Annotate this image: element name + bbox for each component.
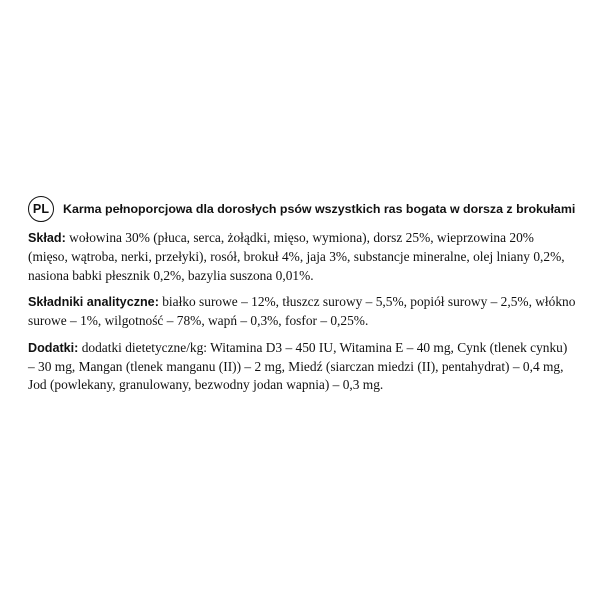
additives-label: Dodatki: — [28, 340, 79, 355]
language-badge: PL — [28, 196, 54, 222]
analytical-label: Składniki analityczne: — [28, 295, 159, 310]
additives-text: dodatki dietetyczne/kg: Witamina D3 – 450 IU, Witamina E – 40 mg, Cynk (tlenek cynku) – 30 mg, Mangan (tlenek manganu (II)) – 2 mg, Miedź (siarczan miedzi (II), pentahydrat) – 0,4 mg, Jod (powlekany, granulowany, bezwodny jodan wapnia) – 0,3 mg. — [28, 339, 568, 393]
analytical-text: białko surowe – 12%, tłuszcz surowy – 5,5%, popiół surowy – 2,5%, włókno surowe – 1%, wilgotność – 78%, wapń – 0,3%, fosfor – 0,25%. — [28, 294, 576, 329]
product-label-panel — [28, 198, 576, 398]
additives-section — [28, 339, 576, 395]
composition-label: Skład: — [28, 231, 66, 245]
composition-section — [28, 229, 576, 285]
analytical-section — [28, 293, 576, 331]
headline-row — [28, 198, 576, 222]
composition-text: wołowina 30% (płuca, serca, żołądki, mięso, wymiona), dorsz 25%, wieprzowina 20% (mięso, wątroba, nerki, przełyki), rosół, brokuł 4%, jaja 3%, substancje mineralne, olej lniany 0,2%, nasiona babki płesznik 0,2%, bazylia suszona 0,01%. — [28, 230, 565, 283]
product-headline: Karma pełnoporcjowa dla dorosłych psów wszystkich ras bogata w dorsza z brokułami — [63, 202, 576, 216]
